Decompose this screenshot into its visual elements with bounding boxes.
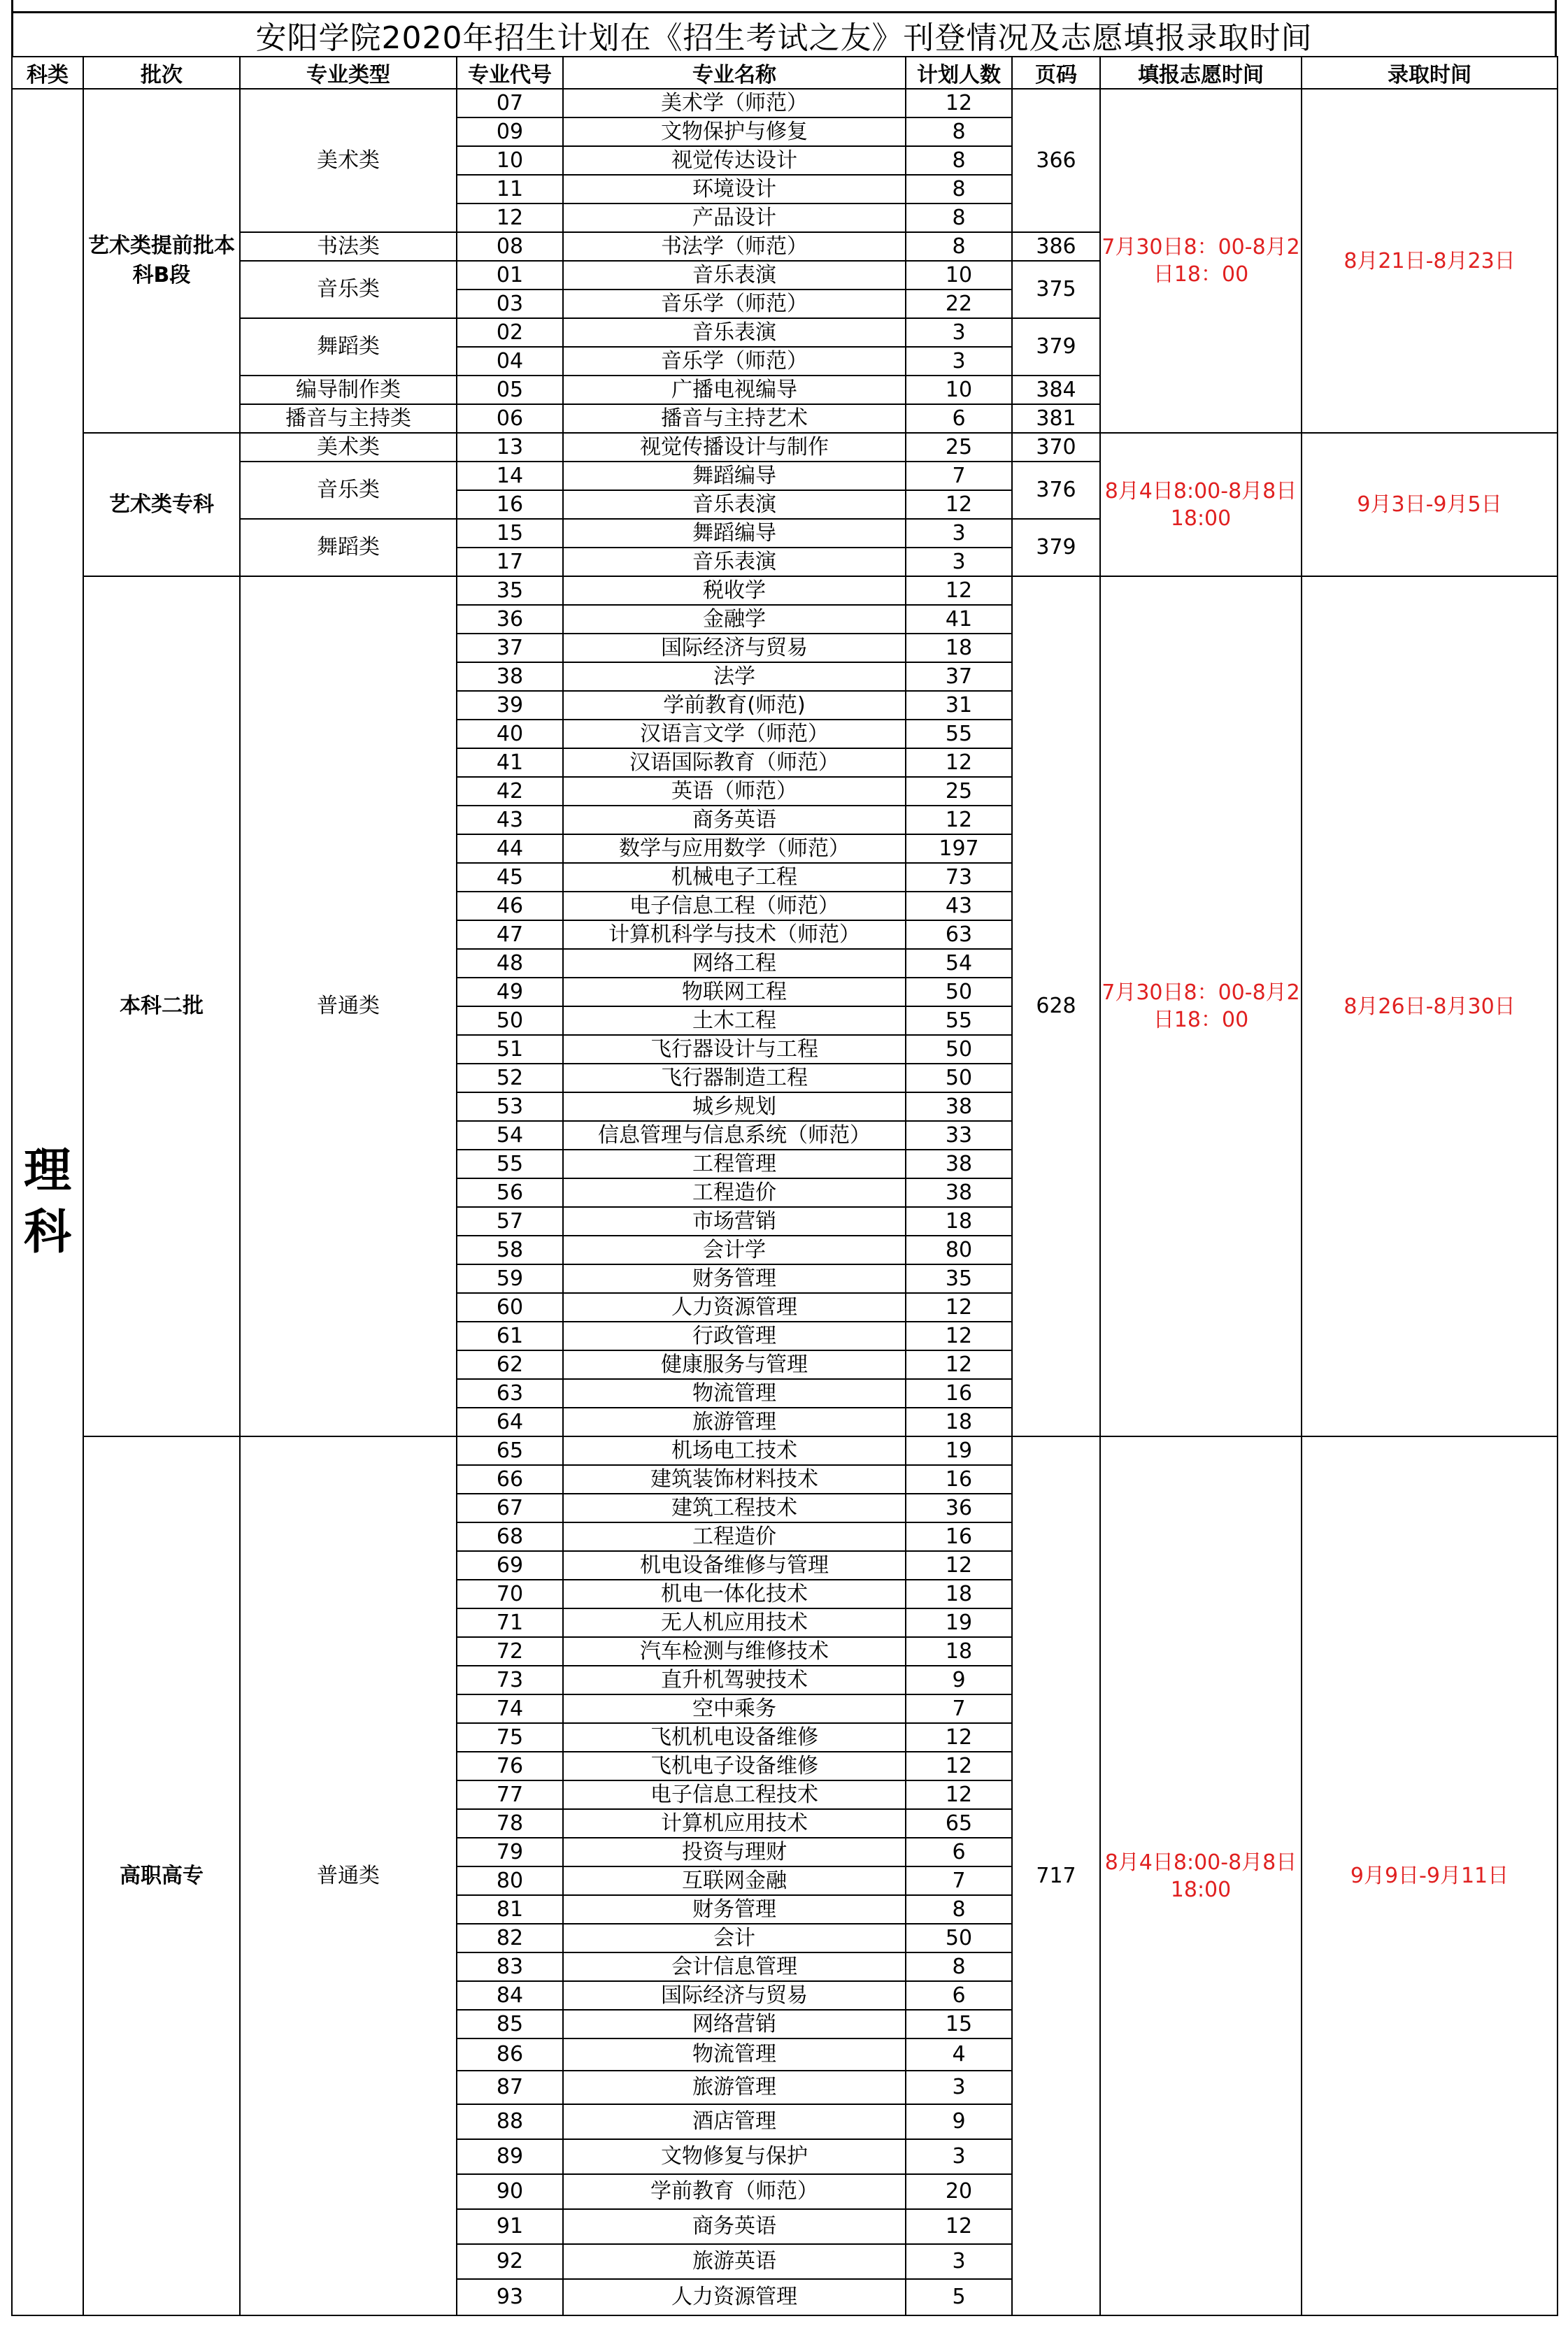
admit-time-cell: 8月21日-8月23日: [1302, 89, 1558, 433]
major-name-cell: 音乐学（师范）: [563, 290, 906, 318]
major-name-cell: 计算机应用技术: [563, 1809, 906, 1838]
plan-count-cell: 80: [906, 1236, 1012, 1264]
major-code-cell: 67: [457, 1494, 563, 1522]
plan-count-cell: 7: [906, 462, 1012, 490]
plan-count-cell: 7: [906, 1694, 1012, 1723]
plan-count-cell: 8: [906, 175, 1012, 203]
major-name-cell: 学前教育(师范): [563, 691, 906, 720]
major-name-cell: 建筑工程技术: [563, 1494, 906, 1522]
major-name-cell: 国际经济与贸易: [563, 1981, 906, 2010]
plan-count-cell: 22: [906, 290, 1012, 318]
major-type-cell: 音乐类: [240, 462, 457, 519]
major-code-cell: 69: [457, 1551, 563, 1580]
major-code-cell: 85: [457, 2010, 563, 2038]
major-code-cell: 91: [457, 2209, 563, 2244]
page-title: 安阳学院2020年招生计划在《招生考试之友》刊登情况及志愿填报录取时间: [11, 11, 1557, 56]
major-name-cell: 网络营销: [563, 2010, 906, 2038]
major-name-cell: 旅游管理: [563, 2071, 906, 2104]
major-name-cell: 学前教育（师范）: [563, 2174, 906, 2209]
plan-count-cell: 12: [906, 1350, 1012, 1379]
major-code-cell: 07: [457, 89, 563, 117]
major-name-cell: 网络工程: [563, 949, 906, 978]
header-row: [12, 57, 1558, 89]
major-name-cell: 机电设备维修与管理: [563, 1551, 906, 1580]
plan-count-cell: 197: [906, 834, 1012, 863]
major-name-cell: 建筑装饰材料技术: [563, 1465, 906, 1494]
major-name-cell: 商务英语: [563, 2209, 906, 2244]
plan-count-cell: 43: [906, 892, 1012, 920]
plan-count-cell: 18: [906, 1637, 1012, 1666]
plan-count-cell: 6: [906, 1981, 1012, 2010]
major-code-cell: 10: [457, 146, 563, 175]
major-code-cell: 72: [457, 1637, 563, 1666]
plan-count-cell: 25: [906, 433, 1012, 462]
major-name-cell: 财务管理: [563, 1264, 906, 1293]
plan-count-cell: 18: [906, 1580, 1012, 1608]
page-cell: 366: [1012, 89, 1100, 232]
major-name-cell: 英语（师范）: [563, 777, 906, 806]
major-code-cell: 15: [457, 519, 563, 548]
major-name-cell: 工程造价: [563, 1522, 906, 1551]
major-name-cell: 产品设计: [563, 203, 906, 232]
page-cell: 375: [1012, 261, 1100, 318]
major-code-cell: 03: [457, 290, 563, 318]
plan-count-cell: 8: [906, 117, 1012, 146]
major-code-cell: 76: [457, 1752, 563, 1780]
plan-count-cell: 18: [906, 1207, 1012, 1236]
major-code-cell: 54: [457, 1121, 563, 1150]
major-name-cell: 汉语国际教育（师范）: [563, 748, 906, 777]
major-name-cell: 飞机机电设备维修: [563, 1723, 906, 1752]
fill-time-cell: 8月4日8:00-8月8日18:00: [1100, 433, 1302, 576]
major-code-cell: 50: [457, 1006, 563, 1035]
major-name-cell: 飞行器设计与工程: [563, 1035, 906, 1064]
page-cell: 628: [1012, 576, 1100, 1436]
major-code-cell: 42: [457, 777, 563, 806]
major-name-cell: 音乐表演: [563, 318, 906, 347]
major-name-cell: 音乐学（师范）: [563, 347, 906, 376]
admission-plan-table: [11, 56, 1558, 2316]
major-type-cell: 美术类: [240, 89, 457, 232]
major-name-cell: 市场营销: [563, 1207, 906, 1236]
major-code-cell: 46: [457, 892, 563, 920]
major-code-cell: 84: [457, 1981, 563, 2010]
header-major-type: 专业类型: [240, 57, 457, 89]
plan-count-cell: 16: [906, 1465, 1012, 1494]
header-batch: 批次: [83, 57, 240, 89]
major-code-cell: 11: [457, 175, 563, 203]
major-code-cell: 59: [457, 1264, 563, 1293]
major-name-cell: 财务管理: [563, 1895, 906, 1924]
major-code-cell: 73: [457, 1666, 563, 1694]
plan-count-cell: 5: [906, 2279, 1012, 2315]
table-row: [12, 1436, 1558, 1465]
plan-count-cell: 12: [906, 806, 1012, 834]
major-name-cell: 文物保护与修复: [563, 117, 906, 146]
major-code-cell: 35: [457, 576, 563, 605]
plan-count-cell: 12: [906, 576, 1012, 605]
major-name-cell: 酒店管理: [563, 2104, 906, 2139]
major-code-cell: 56: [457, 1178, 563, 1207]
major-code-cell: 01: [457, 261, 563, 290]
table-row: [12, 576, 1558, 605]
major-name-cell: 城乡规划: [563, 1092, 906, 1121]
major-name-cell: 数学与应用数学（师范）: [563, 834, 906, 863]
major-type-cell: 舞蹈类: [240, 519, 457, 576]
major-name-cell: 健康服务与管理: [563, 1350, 906, 1379]
major-name-cell: 汉语言文学（师范）: [563, 720, 906, 748]
plan-count-cell: 55: [906, 720, 1012, 748]
major-code-cell: 37: [457, 634, 563, 662]
major-code-cell: 77: [457, 1780, 563, 1809]
header-major-name: 专业名称: [563, 57, 906, 89]
header-major-code: 专业代号: [457, 57, 563, 89]
plan-count-cell: 36: [906, 1494, 1012, 1522]
plan-count-cell: 6: [906, 1838, 1012, 1866]
major-name-cell: 广播电视编导: [563, 376, 906, 404]
major-name-cell: 书法学（师范）: [563, 232, 906, 261]
plan-count-cell: 3: [906, 519, 1012, 548]
major-name-cell: 物流管理: [563, 1379, 906, 1408]
major-type-cell: 普通类: [240, 1436, 457, 2315]
page-cell: 717: [1012, 1436, 1100, 2315]
major-name-cell: 物流管理: [563, 2038, 906, 2071]
plan-count-cell: 25: [906, 777, 1012, 806]
plan-count-cell: 4: [906, 2038, 1012, 2071]
major-name-cell: 国际经济与贸易: [563, 634, 906, 662]
plan-count-cell: 10: [906, 261, 1012, 290]
plan-count-cell: 54: [906, 949, 1012, 978]
plan-count-cell: 8: [906, 1895, 1012, 1924]
plan-count-cell: 55: [906, 1006, 1012, 1035]
admit-time-cell: 9月3日-9月5日: [1302, 433, 1558, 576]
major-name-cell: 物联网工程: [563, 978, 906, 1006]
plan-count-cell: 33: [906, 1121, 1012, 1150]
plan-count-cell: 3: [906, 2071, 1012, 2104]
plan-count-cell: 12: [906, 89, 1012, 117]
plan-count-cell: 3: [906, 2139, 1012, 2174]
major-name-cell: 音乐表演: [563, 548, 906, 576]
major-code-cell: 05: [457, 376, 563, 404]
major-code-cell: 71: [457, 1608, 563, 1637]
major-name-cell: 互联网金融: [563, 1866, 906, 1895]
fill-time-cell: 7月30日8：00-8月2日18：00: [1100, 89, 1302, 433]
plan-count-cell: 8: [906, 1952, 1012, 1981]
major-name-cell: 飞行器制造工程: [563, 1064, 906, 1092]
plan-count-cell: 18: [906, 1408, 1012, 1436]
plan-count-cell: 12: [906, 490, 1012, 519]
major-type-cell: 音乐类: [240, 261, 457, 318]
table-body: [12, 89, 1558, 2315]
page-cell: 381: [1012, 404, 1100, 433]
header-subject: 科类: [12, 57, 83, 89]
major-name-cell: 美术学（师范）: [563, 89, 906, 117]
major-code-cell: 55: [457, 1150, 563, 1178]
major-name-cell: 直升机驾驶技术: [563, 1666, 906, 1694]
plan-count-cell: 19: [906, 1608, 1012, 1637]
plan-count-cell: 3: [906, 318, 1012, 347]
major-code-cell: 83: [457, 1952, 563, 1981]
plan-count-cell: 63: [906, 920, 1012, 949]
batch-cell: 高职高专: [83, 1436, 240, 2315]
plan-count-cell: 12: [906, 2209, 1012, 2244]
plan-count-cell: 38: [906, 1150, 1012, 1178]
major-code-cell: 75: [457, 1723, 563, 1752]
major-name-cell: 视觉传达设计: [563, 146, 906, 175]
plan-count-cell: 31: [906, 691, 1012, 720]
major-name-cell: 信息管理与信息系统（师范）: [563, 1121, 906, 1150]
major-code-cell: 79: [457, 1838, 563, 1866]
major-code-cell: 16: [457, 490, 563, 519]
major-code-cell: 65: [457, 1436, 563, 1465]
plan-count-cell: 6: [906, 404, 1012, 433]
major-name-cell: 汽车检测与维修技术: [563, 1637, 906, 1666]
plan-count-cell: 10: [906, 376, 1012, 404]
plan-count-cell: 37: [906, 662, 1012, 691]
major-name-cell: 土木工程: [563, 1006, 906, 1035]
major-code-cell: 12: [457, 203, 563, 232]
table-header: [12, 57, 1558, 89]
major-name-cell: 环境设计: [563, 175, 906, 203]
plan-count-cell: 73: [906, 863, 1012, 892]
major-code-cell: 51: [457, 1035, 563, 1064]
plan-count-cell: 12: [906, 1551, 1012, 1580]
major-name-cell: 文物修复与保护: [563, 2139, 906, 2174]
plan-count-cell: 12: [906, 1780, 1012, 1809]
plan-count-cell: 65: [906, 1809, 1012, 1838]
header-plan-count: 计划人数: [906, 57, 1012, 89]
major-code-cell: 49: [457, 978, 563, 1006]
plan-count-cell: 8: [906, 232, 1012, 261]
major-code-cell: 48: [457, 949, 563, 978]
major-code-cell: 44: [457, 834, 563, 863]
plan-count-cell: 8: [906, 203, 1012, 232]
page-cell: 370: [1012, 433, 1100, 462]
admission-plan-sheet: [11, 0, 1557, 2316]
plan-count-cell: 50: [906, 1924, 1012, 1952]
major-code-cell: 58: [457, 1236, 563, 1264]
plan-count-cell: 38: [906, 1092, 1012, 1121]
major-code-cell: 80: [457, 1866, 563, 1895]
plan-count-cell: 15: [906, 2010, 1012, 2038]
plan-count-cell: 18: [906, 634, 1012, 662]
major-code-cell: 08: [457, 232, 563, 261]
major-code-cell: 09: [457, 117, 563, 146]
major-code-cell: 02: [457, 318, 563, 347]
major-code-cell: 92: [457, 2244, 563, 2279]
major-name-cell: 工程造价: [563, 1178, 906, 1207]
batch-cell: 艺术类专科: [83, 433, 240, 576]
admit-time-cell: 8月26日-8月30日: [1302, 576, 1558, 1436]
major-code-cell: 63: [457, 1379, 563, 1408]
major-name-cell: 金融学: [563, 605, 906, 634]
major-type-cell: 编导制作类: [240, 376, 457, 404]
plan-count-cell: 12: [906, 1322, 1012, 1350]
major-code-cell: 40: [457, 720, 563, 748]
major-code-cell: 62: [457, 1350, 563, 1379]
plan-count-cell: 41: [906, 605, 1012, 634]
page-cell: 376: [1012, 462, 1100, 519]
major-name-cell: 税收学: [563, 576, 906, 605]
major-name-cell: 旅游管理: [563, 1408, 906, 1436]
fill-time-cell: 7月30日8：00-8月2日18：00: [1100, 576, 1302, 1436]
plan-count-cell: 19: [906, 1436, 1012, 1465]
major-name-cell: 播音与主持艺术: [563, 404, 906, 433]
plan-count-cell: 35: [906, 1264, 1012, 1293]
major-name-cell: 舞蹈编导: [563, 519, 906, 548]
major-code-cell: 93: [457, 2279, 563, 2315]
table-row: [12, 433, 1558, 462]
major-code-cell: 70: [457, 1580, 563, 1608]
major-name-cell: 机械电子工程: [563, 863, 906, 892]
major-name-cell: 会计学: [563, 1236, 906, 1264]
plan-count-cell: 8: [906, 146, 1012, 175]
major-name-cell: 电子信息工程技术: [563, 1780, 906, 1809]
admit-time-cell: 9月9日-9月11日: [1302, 1436, 1558, 2315]
plan-count-cell: 3: [906, 548, 1012, 576]
major-name-cell: 视觉传播设计与制作: [563, 433, 906, 462]
major-code-cell: 38: [457, 662, 563, 691]
major-name-cell: 商务英语: [563, 806, 906, 834]
major-name-cell: 机场电工技术: [563, 1436, 906, 1465]
major-code-cell: 41: [457, 748, 563, 777]
major-name-cell: 工程管理: [563, 1150, 906, 1178]
major-type-cell: 美术类: [240, 433, 457, 462]
plan-count-cell: 16: [906, 1379, 1012, 1408]
major-code-cell: 17: [457, 548, 563, 576]
major-name-cell: 旅游英语: [563, 2244, 906, 2279]
major-code-cell: 04: [457, 347, 563, 376]
major-code-cell: 53: [457, 1092, 563, 1121]
major-name-cell: 人力资源管理: [563, 2279, 906, 2315]
major-type-cell: 书法类: [240, 232, 457, 261]
plan-count-cell: 9: [906, 1666, 1012, 1694]
major-code-cell: 39: [457, 691, 563, 720]
header-page: 页码: [1012, 57, 1100, 89]
plan-count-cell: 38: [906, 1178, 1012, 1207]
fill-time-cell: 8月4日8:00-8月8日18:00: [1100, 1436, 1302, 2315]
major-code-cell: 82: [457, 1924, 563, 1952]
major-name-cell: 会计信息管理: [563, 1952, 906, 1981]
major-code-cell: 13: [457, 433, 563, 462]
page-cell: 384: [1012, 376, 1100, 404]
plan-count-cell: 50: [906, 1064, 1012, 1092]
plan-count-cell: 16: [906, 1522, 1012, 1551]
major-code-cell: 45: [457, 863, 563, 892]
table-row: [12, 89, 1558, 117]
header-admit-time: 录取时间: [1302, 57, 1558, 89]
page-cell: 379: [1012, 519, 1100, 576]
plan-count-cell: 12: [906, 748, 1012, 777]
major-code-cell: 90: [457, 2174, 563, 2209]
major-code-cell: 60: [457, 1293, 563, 1322]
major-type-cell: 舞蹈类: [240, 318, 457, 376]
major-name-cell: 空中乘务: [563, 1694, 906, 1723]
major-name-cell: 无人机应用技术: [563, 1608, 906, 1637]
major-code-cell: 86: [457, 2038, 563, 2071]
plan-count-cell: 9: [906, 2104, 1012, 2139]
major-code-cell: 89: [457, 2139, 563, 2174]
page-cell: 379: [1012, 318, 1100, 376]
major-name-cell: 人力资源管理: [563, 1293, 906, 1322]
plan-count-cell: 20: [906, 2174, 1012, 2209]
major-code-cell: 66: [457, 1465, 563, 1494]
subject-cell: 理科: [12, 89, 83, 2315]
major-code-cell: 74: [457, 1694, 563, 1723]
major-name-cell: 音乐表演: [563, 490, 906, 519]
major-name-cell: 会计: [563, 1924, 906, 1952]
plan-count-cell: 3: [906, 2244, 1012, 2279]
plan-count-cell: 3: [906, 347, 1012, 376]
major-name-cell: 行政管理: [563, 1322, 906, 1350]
major-name-cell: 舞蹈编导: [563, 462, 906, 490]
top-border: [11, 0, 1557, 11]
major-code-cell: 78: [457, 1809, 563, 1838]
header-fill-time: 填报志愿时间: [1100, 57, 1302, 89]
major-code-cell: 57: [457, 1207, 563, 1236]
major-name-cell: 法学: [563, 662, 906, 691]
plan-count-cell: 12: [906, 1293, 1012, 1322]
plan-count-cell: 7: [906, 1866, 1012, 1895]
major-name-cell: 投资与理财: [563, 1838, 906, 1866]
major-code-cell: 68: [457, 1522, 563, 1551]
plan-count-cell: 50: [906, 978, 1012, 1006]
major-code-cell: 61: [457, 1322, 563, 1350]
major-code-cell: 52: [457, 1064, 563, 1092]
plan-count-cell: 12: [906, 1723, 1012, 1752]
plan-count-cell: 12: [906, 1752, 1012, 1780]
page-cell: 386: [1012, 232, 1100, 261]
major-code-cell: 43: [457, 806, 563, 834]
major-code-cell: 47: [457, 920, 563, 949]
major-name-cell: 计算机科学与技术（师范）: [563, 920, 906, 949]
plan-count-cell: 50: [906, 1035, 1012, 1064]
major-name-cell: 飞机电子设备维修: [563, 1752, 906, 1780]
major-code-cell: 88: [457, 2104, 563, 2139]
major-type-cell: 播音与主持类: [240, 404, 457, 433]
major-code-cell: 64: [457, 1408, 563, 1436]
major-code-cell: 06: [457, 404, 563, 433]
major-code-cell: 36: [457, 605, 563, 634]
batch-cell: 艺术类提前批本科B段: [83, 89, 240, 433]
major-type-cell: 普通类: [240, 576, 457, 1436]
major-code-cell: 81: [457, 1895, 563, 1924]
major-code-cell: 87: [457, 2071, 563, 2104]
major-name-cell: 音乐表演: [563, 261, 906, 290]
major-code-cell: 14: [457, 462, 563, 490]
major-name-cell: 电子信息工程（师范）: [563, 892, 906, 920]
batch-cell: 本科二批: [83, 576, 240, 1436]
major-name-cell: 机电一体化技术: [563, 1580, 906, 1608]
